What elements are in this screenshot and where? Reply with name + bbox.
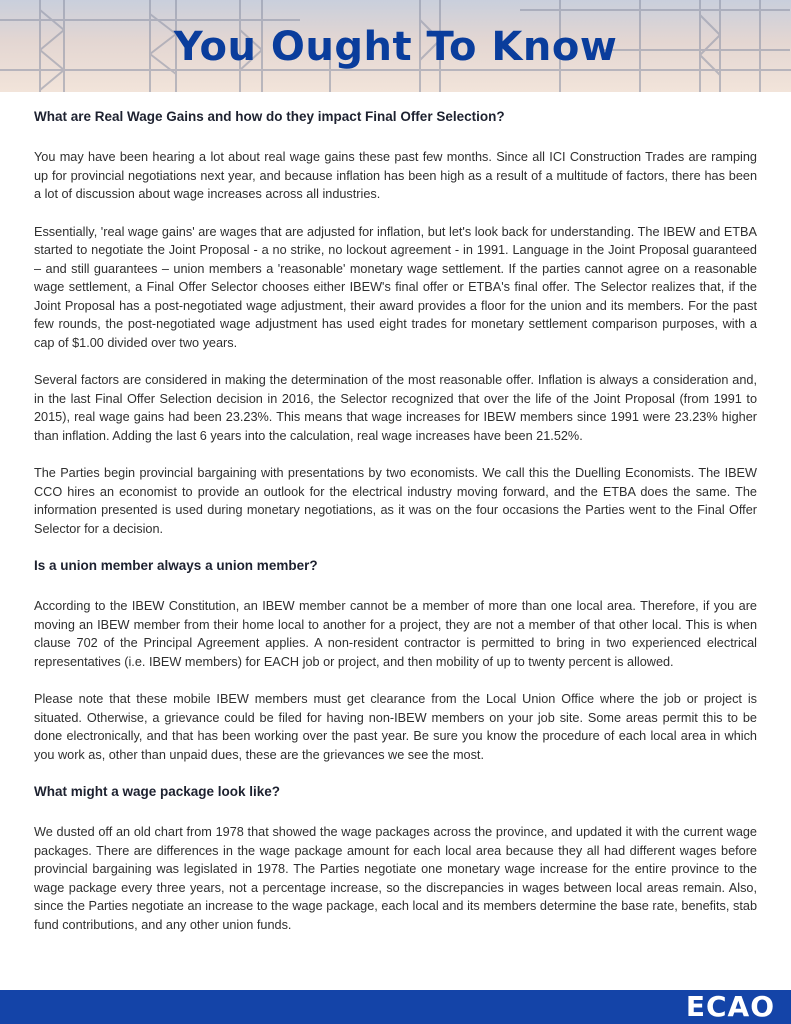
section-heading-union-member: Is a union member always a union member? <box>34 558 318 573</box>
paragraph: Essentially, 'real wage gains' are wages that are adjusted for inflation, but let's look back for understanding. The IBEW and ETBA started to negotiate the Joint Proposal - a no strike, no lockout agreement - in 1991. Language in the Joint Proposal guaranteed – and still guarantees – union members a 'reasonable' monetary wage settlement. If the parties cannot agree on a reasonable wage settlement, a Final Offer Selector chooses either IBEW's final offer or ETBA's final offer. The Selector realizes that, if the Joint Proposal has a post-negotiated wage adjustment, their award provides a floor for the union and its members. For the past few rounds, the post-negotiated wage adjustment has used eight trades for monetary settlement comparison purposes, with a cap of $1.00 divided over two years. <box>34 224 757 350</box>
section-heading-real-wage-gains: What are Real Wage Gains and how do they impact Final Offer Selection? <box>34 109 505 124</box>
header-banner <box>0 0 791 92</box>
paragraph: Several factors are considered in making the determination of the most reasonable offer. Inflation is always a consideration and, in the last Final Offer Selection decision in 2016, the Selector recognized that over the life of the Joint Proposal (from 1991 to 2015), real wage gains had been 23.23%. This means that wage increases for IBEW members since 1991 were 23.23% higher than inflation. Adding the last 6 years into the calculation, real wage increases have been 21.52%. <box>34 373 757 443</box>
section-heading-wage-package: What might a wage package look like? <box>34 784 281 799</box>
paragraph: You may have been hearing a lot about real wage gains these past few months. Since all ICI Construction Trades are ramping up for provincial negotiations next year, and because inflation has been high as a result of a multitude of factors, there has been a lot of discussion about wage increases across all industries. <box>34 150 757 201</box>
article-body <box>34 108 757 953</box>
paragraph: According to the IBEW Constitution, an IBEW member cannot be a member of more than one local area. Therefore, if you are moving an IBEW member from their home local to another for a project, they are not a member of that other local. This is when clause 702 of the Principal Agreement applies. A non-resident contractor is permitted to bring in two experienced electrical representatives (i.e. IBEW members) for EACH job or project, and then mobility of up to twenty percent is allowed. <box>34 599 757 669</box>
paragraph: We dusted off an old chart from 1978 that showed the wage packages across the province, and updated it with the current wage packages. There are differences in the wage package amount for each local area because they all had different wages before provincial bargaining was legislated in 1978. The Parties negotiate one monetary wage increase for the entire province to the wage package every three years, not a percentage increase, so the discrepancies in wages between local areas remain. Also, since the Parties negotiate an increase to the wage package, each local and its members determine the base rate, benefits, stab fund contributions, and any other union funds. <box>34 825 757 932</box>
footer-bar <box>0 990 791 1024</box>
paragraph: Please note that these mobile IBEW members must get clearance from the Local Union Office where the job or project is situated. Otherwise, a grievance could be filed for having non-IBEW members on your job site. Some areas permit this to be done electronically, and that has been working over the past year. Be sure you know the procedure of each local area in which you work as, other than unpaid dues, these are the grievances we see the most. <box>34 692 757 762</box>
ecao-logo: ECAO <box>685 990 775 1023</box>
paragraph: The Parties begin provincial bargaining with presentations by two economists. We call this the Duelling Economists. The IBEW CCO hires an economist to provide an outlook for the electrical industry moving forward, and the ETBA does the same. The information presented is used during monetary negotiations, as it was on the four occasions the Parties went to the Final Offer Selector for a decision. <box>34 466 757 536</box>
page-title: You Ought To Know <box>173 24 618 70</box>
